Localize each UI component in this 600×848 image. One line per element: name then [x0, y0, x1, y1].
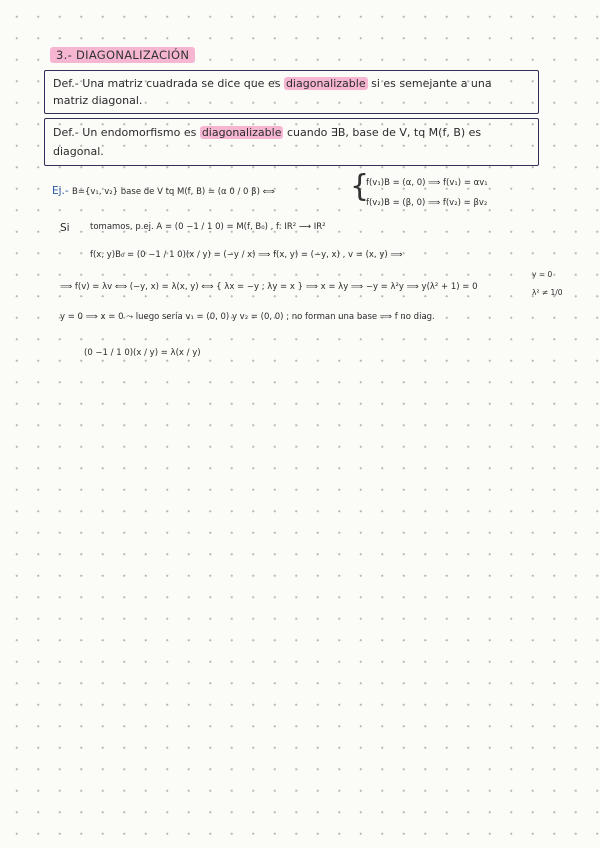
definition-1-text: Una matriz cuadrada se dice que es	[82, 77, 281, 90]
definition-1-line-1	[53, 77, 492, 90]
work-line-d: y = 0 ⟹ x = 0 ⤳ luego sería v₁ = (0, 0) y v₂ = (0, 0) ; no forman una base ⟹ f no diag.	[60, 312, 435, 322]
work-line-a: tomamos, p.ej. A = (0 −1 / 1 0) = M(f, B₀) , f: IR² ⟶ IR²	[90, 222, 326, 232]
definition-2-line-1	[53, 126, 481, 139]
example-brace: {	[350, 169, 370, 204]
definition-box-2	[44, 118, 539, 166]
definition-2-prefix: Def.-	[53, 126, 79, 139]
definition-1-highlight: diagonalizable	[285, 77, 366, 90]
work-line-c: ⟹ f(v) = λv ⟺ (−y, x) = λ(x, y) ⟺ { λx = −y ; λy = x } ⟹ x = λy ⟹ −y = λ²y ⟹ y(λ² + 1) = 0	[60, 282, 478, 292]
work-si: Si	[60, 222, 70, 234]
work-line-b: f(x, y)B₀ = (0 −1 / 1 0)(x / y) = (−y / x) ⟹ f(x, y) = (−y, x) , v = (x, y) ⟹	[90, 250, 403, 260]
work-branch-bottom: λ² ≠ 1/0	[532, 288, 563, 297]
example-line	[52, 185, 275, 197]
definition-2-text: Un endomorfismo es	[82, 126, 197, 139]
definition-2-text-cont: cuando ∃B, base de V, tq M(f, B) es	[286, 126, 482, 139]
work-branch-top: y = 0	[532, 270, 553, 279]
definition-2-highlight: diagonalizable	[201, 126, 282, 139]
definition-1-line-2: matriz diagonal.	[53, 94, 143, 107]
definition-1-text-cont: si es semejante a una	[371, 77, 492, 90]
example-case-1: f(v₁)B = (α, 0) ⟹ f(v₁) = αv₁	[366, 178, 488, 188]
section-title: 3.- DIAGONALIZACIÓN	[50, 47, 195, 63]
example-label: Ej.-	[52, 185, 69, 197]
example-case-2: f(v₂)B = (β, 0) ⟹ f(v₂) = βv₂	[366, 198, 488, 208]
definition-box-1	[44, 70, 539, 114]
definition-2-line-2: diagonal.	[53, 145, 104, 158]
example-statement: B={v₁, v₂} base de V tq M(f, B) = (α 0 / 0 β) ⟺	[72, 187, 275, 197]
work-line-e: (0 −1 / 1 0)(x / y) = λ(x / y)	[84, 348, 201, 358]
definition-1-prefix: Def.-	[53, 77, 79, 90]
